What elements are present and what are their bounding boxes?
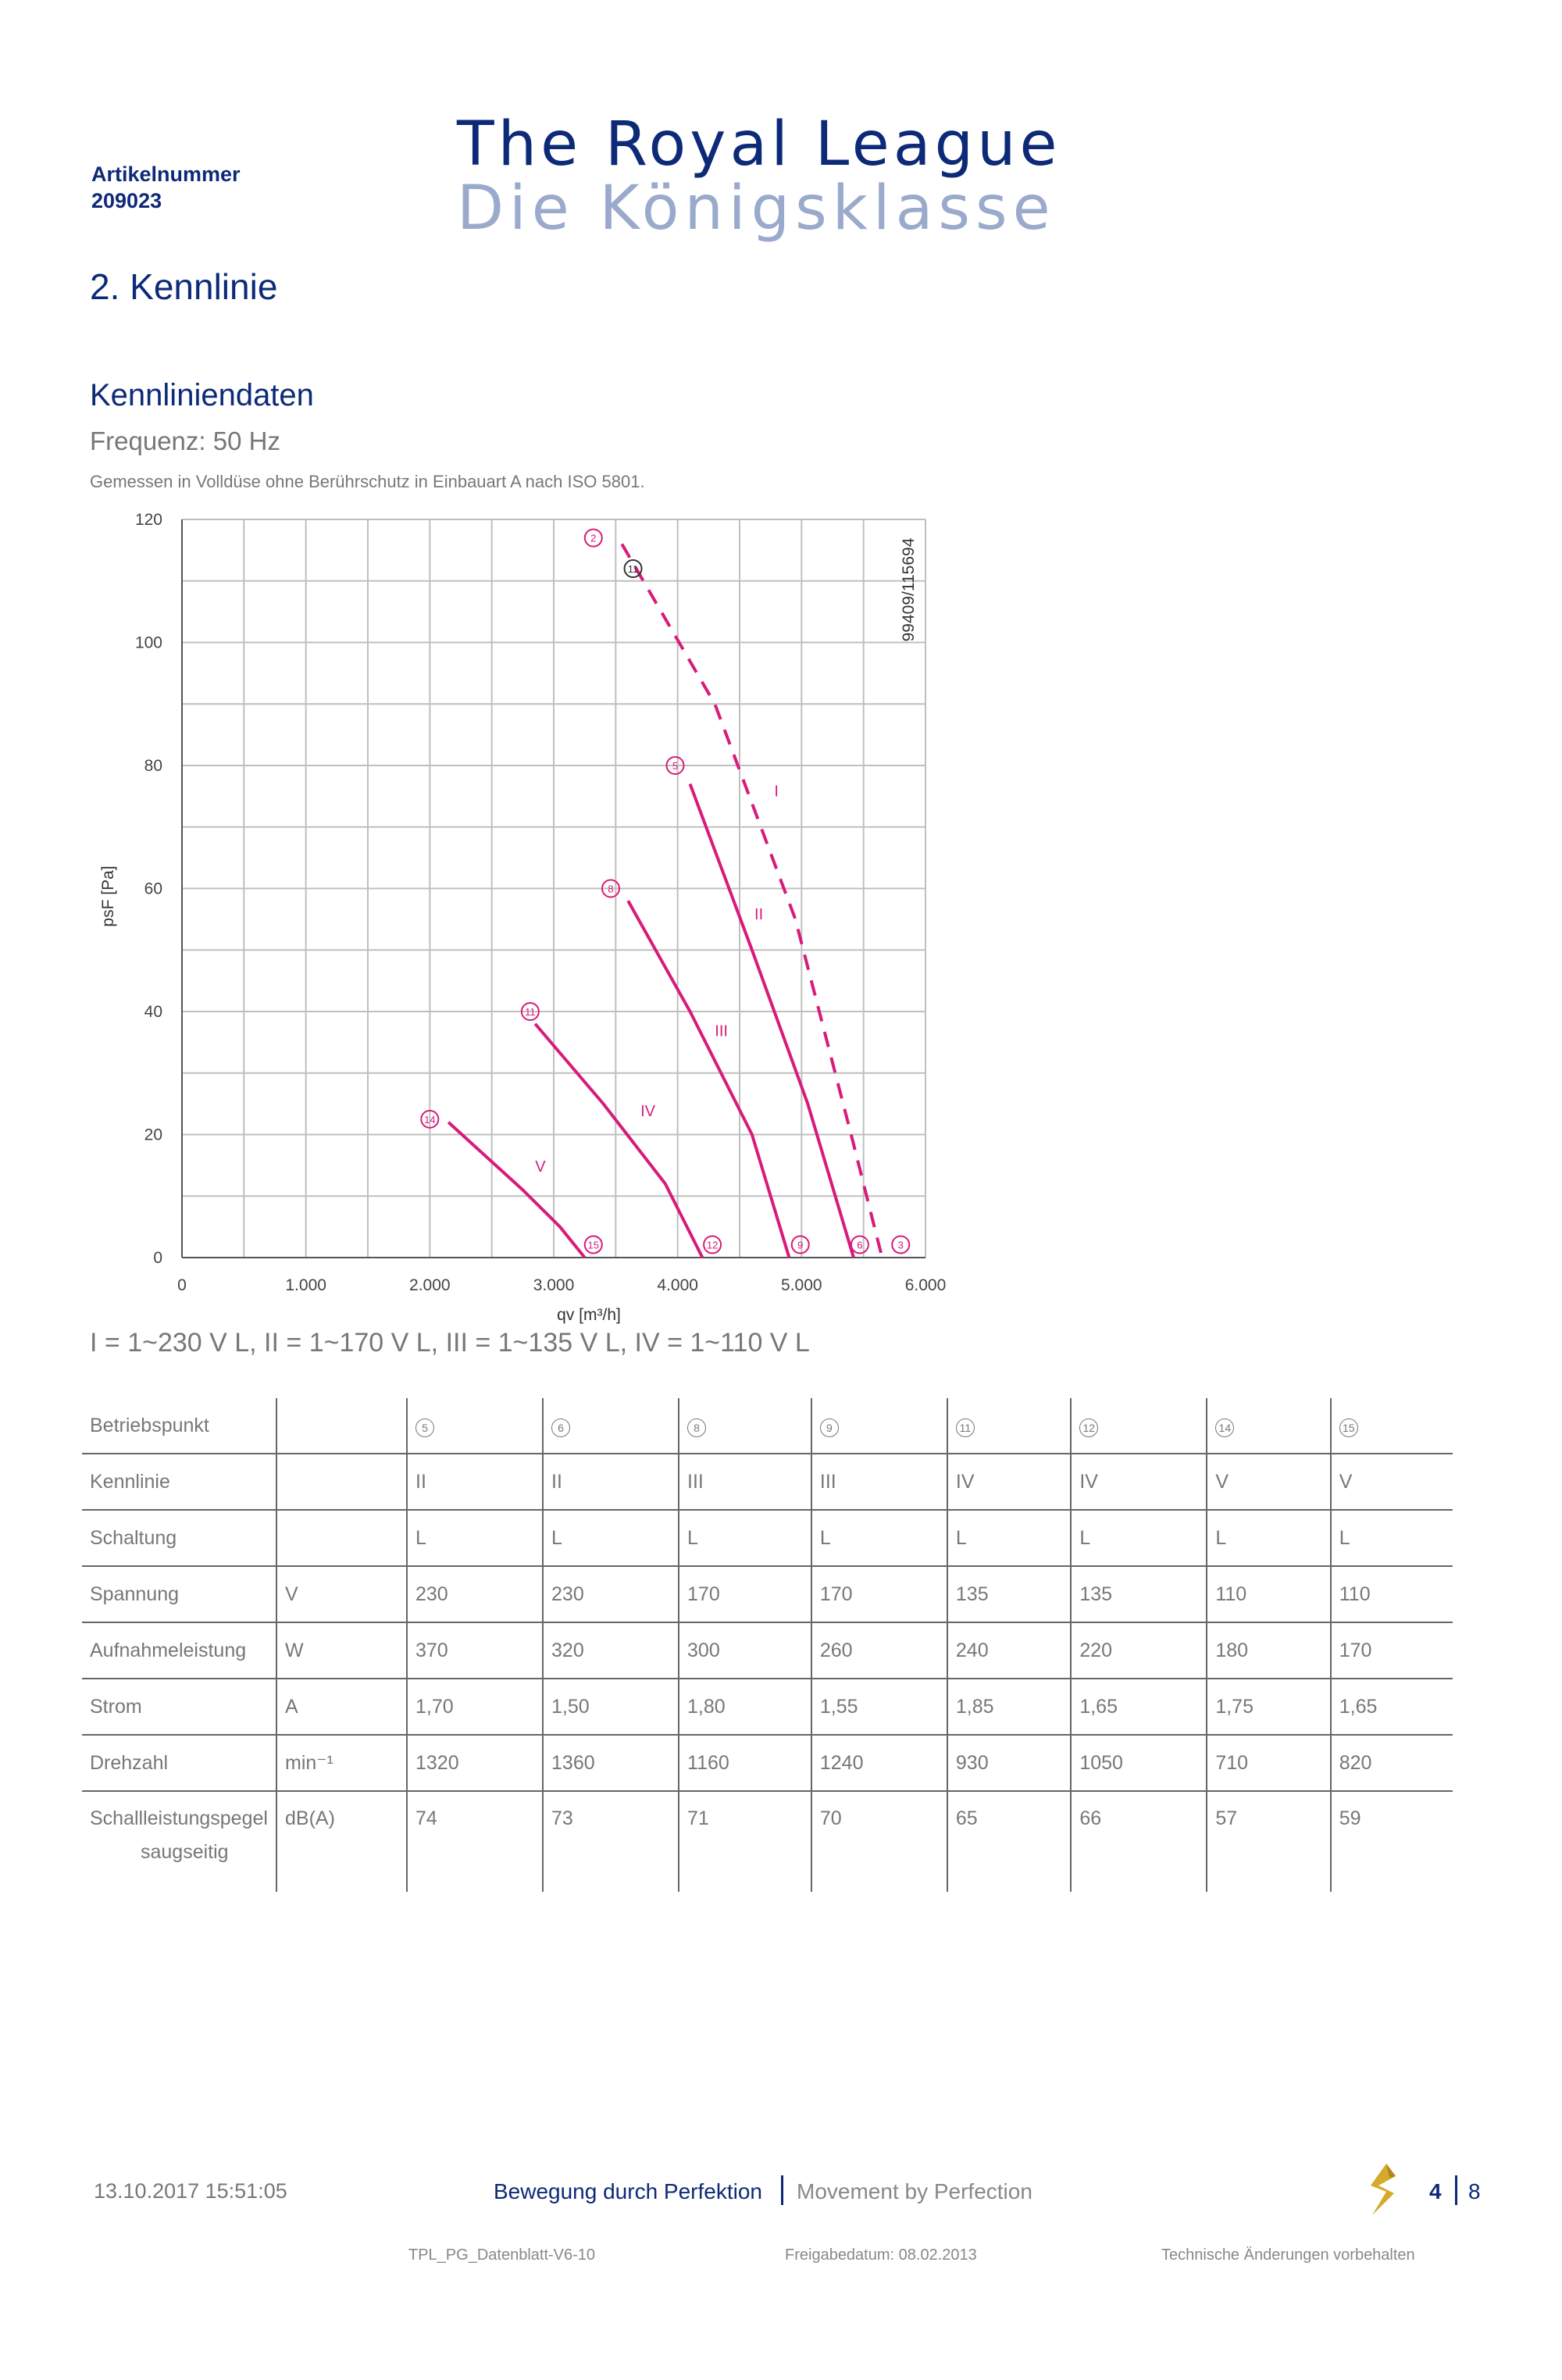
table-row [82,1791,1453,1892]
cell-value: 1240 [811,1735,947,1791]
cell-value: 73 [543,1791,679,1892]
cell-value: 135 [1071,1566,1207,1622]
chart-id-text: 99409/115694 [900,537,918,642]
page-number: 4 [1429,2179,1442,2203]
characteristic-curve-chart [78,504,976,1324]
cell-value [543,1398,679,1454]
cell-value: L [947,1510,1071,1566]
y-tick-label: 100 [134,633,162,652]
cell-value: 230 [543,1566,679,1622]
cell-value: L [811,1510,947,1566]
cell-value: L [543,1510,679,1566]
cell-value: 370 [407,1622,543,1679]
cell-value: 220 [1071,1622,1207,1679]
operating-point-label: 15 [587,1239,600,1251]
operating-point-circle: 8 [687,1418,706,1437]
cell-value: 66 [1071,1791,1207,1892]
cell-value: 930 [947,1735,1071,1791]
cell-value: 1050 [1071,1735,1207,1791]
x-tick-label: 4.000 [657,1276,698,1294]
cell-value: 710 [1207,1735,1330,1791]
operating-point-circle: 6 [551,1418,570,1437]
operating-point-circle: 11 [956,1418,975,1437]
cell-value: 300 [679,1622,811,1679]
row-label: Drehzahl [82,1735,276,1791]
cell-value: 1,80 [679,1679,811,1735]
table-row [82,1510,1453,1566]
operating-points-table [82,1398,1453,1892]
cell-value: 1360 [543,1735,679,1791]
curve-label: IV [640,1102,655,1120]
operating-point-circle: 5 [415,1418,434,1437]
cell-value: 260 [811,1622,947,1679]
operating-point-circle: 15 [1339,1418,1358,1437]
cell-value: 59 [1331,1791,1453,1892]
cell-value: II [407,1454,543,1510]
cell-value: 230 [407,1566,543,1622]
cell-value: 1,55 [811,1679,947,1735]
operating-point-label: 2 [590,532,597,544]
cell-value: L [679,1510,811,1566]
curves-legend: I = 1~230 V L, II = 1~170 V L, III = 1~135 V L, IV = 1~110 V L [90,1328,810,1358]
row-unit: V [276,1566,407,1622]
cell-value: 74 [407,1791,543,1892]
company-logo-icon [1363,2162,1410,2217]
cell-value: III [679,1454,811,1510]
cell-value: 1,85 [947,1679,1071,1735]
row-label: Strom [82,1679,276,1735]
operating-point-label: 14 [424,1113,436,1126]
table-row [82,1454,1453,1510]
cell-value: L [1207,1510,1330,1566]
y-tick-label: 0 [153,1249,162,1267]
cell-value [811,1398,947,1454]
cell-value: 1,50 [543,1679,679,1735]
row-unit [276,1510,407,1566]
x-tick-label: 6.000 [904,1276,947,1294]
section-title: 2. Kennlinie [90,266,278,307]
cell-value: V [1207,1454,1330,1510]
row-unit: min⁻¹ [276,1735,407,1791]
cell-value: 65 [947,1791,1071,1892]
footer-slogan-en: Movement by Perfection [797,2179,1032,2203]
operating-point-label: 6 [857,1239,863,1251]
cell-value: 1,65 [1331,1679,1453,1735]
cell-value: L [1071,1510,1207,1566]
footer-slogan-de: Bewegung durch Perfektion [494,2179,762,2203]
cell-value: 110 [1331,1566,1453,1622]
table-row [82,1398,1453,1454]
row-label: Betriebspunkt [82,1398,276,1454]
curve-iii [628,901,789,1258]
cell-value: IV [1071,1454,1207,1510]
footer-disclaimer: Technische Änderungen vorbehalten [1161,2246,1415,2264]
x-tick-label: 3.000 [533,1276,575,1294]
row-label: Spannung [82,1566,276,1622]
row-unit: W [276,1622,407,1679]
cell-value: 170 [811,1566,947,1622]
row-label: Aufnahmeleistung [82,1622,276,1679]
page-divider [1455,2175,1457,2205]
operating-point-label: 9 [797,1239,804,1251]
table-row [82,1735,1453,1791]
cell-value: 57 [1207,1791,1330,1892]
operating-point-label: 8 [608,883,614,895]
operating-point-label: 12 [706,1239,719,1251]
cell-value [407,1398,543,1454]
table-row [82,1679,1453,1735]
cell-value: III [811,1454,947,1510]
cell-value [1331,1398,1453,1454]
logo-line-2: Die Königsklasse [457,173,1056,244]
x-tick-label: 2.000 [409,1276,451,1294]
frequency-label: Frequenz: 50 Hz [90,426,280,455]
cell-value [679,1398,811,1454]
cell-value: L [1331,1510,1453,1566]
operating-point-circle: 14 [1215,1418,1234,1437]
operating-point-label: 5 [672,760,679,772]
x-tick-label: 5.000 [781,1276,822,1294]
cell-value: II [543,1454,679,1510]
operating-point-circle: 9 [820,1418,839,1437]
curve-label: II [754,905,764,923]
cell-value: 71 [679,1791,811,1892]
footer-template: TPL_PG_Datenblatt-V6-10 [408,2246,596,2264]
y-axis-label: psF [Pa] [99,865,117,927]
cell-value: 820 [1331,1735,1453,1791]
cell-value: 240 [947,1622,1071,1679]
operating-point-label: 11 [627,563,639,575]
y-tick-label: 20 [144,1126,162,1144]
cell-value: 1,75 [1207,1679,1330,1735]
operating-point-label: 3 [897,1239,904,1251]
curve-label: III [715,1022,728,1040]
table-row [82,1622,1453,1679]
row-label-line: Schallleistungspegel [90,1807,268,1829]
operating-point-label: 11 [525,1006,536,1018]
footer-datetime: 13.10.2017 15:51:05 [94,2179,287,2203]
cell-value: L [407,1510,543,1566]
cell-value [1071,1398,1207,1454]
article-number-label: Artikelnummer [91,162,241,186]
table-row [82,1566,1453,1622]
row-label: Kennlinie [82,1454,276,1510]
page-count: 8 [1468,2179,1481,2203]
y-tick-label: 120 [134,511,162,529]
operating-point-circle: 12 [1079,1418,1098,1437]
cell-value: 135 [947,1566,1071,1622]
cell-value: IV [947,1454,1071,1510]
y-tick-label: 40 [144,1003,162,1021]
cell-value: 110 [1207,1566,1330,1622]
article-number: 209023 [91,189,162,212]
cell-value: 70 [811,1791,947,1892]
cell-value: 1,65 [1071,1679,1207,1735]
curve-v [448,1122,585,1258]
curve-label: V [535,1158,546,1176]
x-axis-label: qv [m³/h] [557,1306,621,1324]
row-unit: dB(A) [276,1791,407,1892]
subsection-title: Kennliniendaten [90,378,314,412]
cell-value [1207,1398,1330,1454]
row-unit [276,1454,407,1510]
y-tick-label: 60 [144,880,162,898]
y-tick-label: 80 [144,757,162,775]
cell-value: 170 [679,1566,811,1622]
curve-label: I [774,783,779,801]
cell-value [947,1398,1071,1454]
cell-value: 1160 [679,1735,811,1791]
curve-i [622,544,882,1258]
cell-value: 170 [1331,1622,1453,1679]
cell-value: V [1331,1454,1453,1510]
cell-value: 320 [543,1622,679,1679]
row-unit [276,1398,407,1454]
row-label [82,1791,276,1892]
row-label: Schaltung [82,1510,276,1566]
x-tick-label: 1.000 [285,1276,326,1294]
logo-line-1: The Royal League [457,109,1061,180]
cell-value: 180 [1207,1622,1330,1679]
footer-release-date: Freigabedatum: 08.02.2013 [785,2246,977,2264]
row-label-line: saugseitig [141,1841,229,1863]
cell-value: 1,70 [407,1679,543,1735]
cell-value: 1320 [407,1735,543,1791]
measurement-note: Gemessen in Volldüse ohne Berührschutz in Einbauart A nach ISO 5801. [90,472,645,491]
x-tick-label: 0 [177,1276,187,1294]
footer-divider [781,2175,783,2205]
row-unit: A [276,1679,407,1735]
